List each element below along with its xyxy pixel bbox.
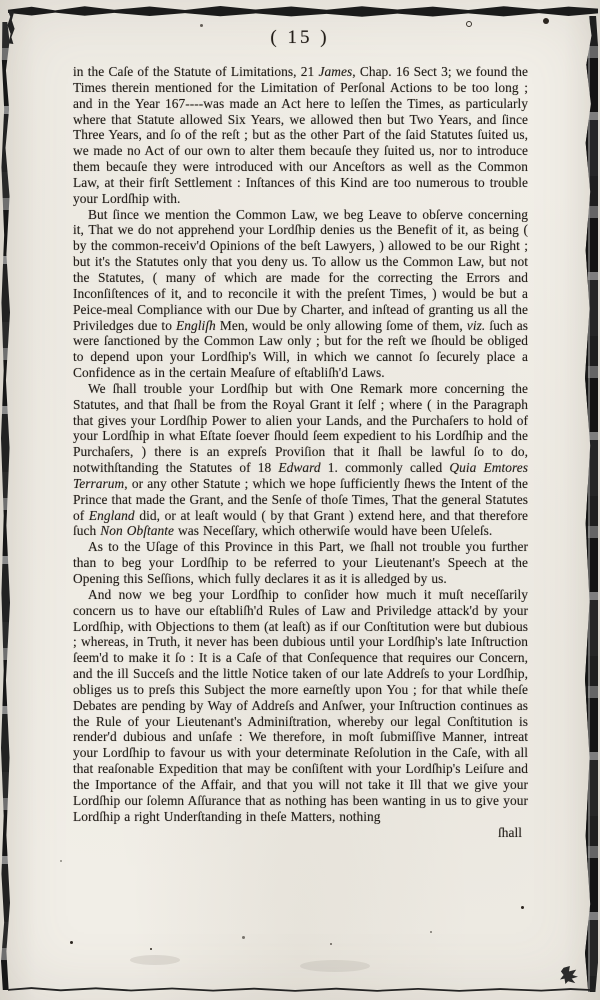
ink-speck	[330, 943, 332, 945]
ink-speck	[60, 860, 62, 862]
paragraph	[73, 587, 528, 825]
ink-speck	[200, 24, 203, 27]
italic-text-segment: England	[88, 507, 135, 523]
italic-text-segment: viz.	[466, 317, 486, 333]
scan-smudge	[300, 960, 370, 972]
text-segment: was Neceſſary, which otherwiſe would have been Uſeleſs.	[174, 523, 493, 539]
text-segment: did, or at leaſt would ( by that Grant ) extend here, and that therefore ſuch	[73, 507, 528, 539]
text-segment: 1. commonly called	[320, 460, 450, 476]
paragraph	[73, 207, 528, 381]
paragraph	[73, 381, 528, 539]
text-segment: ſuch as were ſanctioned by the Common Law only ; but for the reſt we ſhould be obliged to depend upon your Lordſhip's Will, in which we cannot ſo ſecurely place a Confidence as in the certain Meaſure of eſtabliſh'd Laws.	[73, 317, 528, 381]
text-segment: As to the Uſage of this Province in this Part, we ſhall not trouble you further than to beg your Lordſhip to be referred to your Lieutenant's Speech at the Opening this Seſſions, which fully declares it as it is alledged by us.	[73, 539, 528, 586]
scan-edge-left	[1, 22, 10, 990]
ink-speck	[242, 936, 245, 939]
italic-text-segment: Quia Emtores Terrarum	[73, 460, 529, 491]
text-segment: , Chap. 16 Sect 3; we found the Times therein mentioned for the Limitation of Perſonal Actions to be too long ; and in the Year 167----was made an Act here to leſſen the Times, as particularly where that Statute allowed Six Years, we allowed then but Two Years, and ſince Three Years, and ſo of the reſt ; but as the other Part of the ſaid Statutes ſuited us, we made no Act of our own to alter them becauſe they ſuited us, nor to introduce them becauſe they were introduced with our Anceſtors as well as the Common Law, at their firſt Settlement : Inſtances of this Kind are too numerous to trouble your Lordſhip with.	[73, 64, 529, 206]
text-segment: We ſhall trouble your Lordſhip but with One Remark more concerning the Statutes, and that ſhall be from the Royal Grant it ſelf ; where ( in the Paragraph that gives your Lordſhip Power to alien your Lands, and the Purchaſers to hold of your Lordſhip in what Eſtate ſoever ſhould ſeem expedient to his Lordſhip and the Purchaſers, ) there is an expreſs Proviſion that it ſhall be lawful ſo to do, notwithſtanding the Statutes of 18	[73, 380, 528, 476]
catchword: ſhall	[497, 824, 522, 840]
italic-text-segment: Engliſh	[176, 317, 216, 333]
scan-edge-right	[585, 16, 598, 992]
text-block	[73, 64, 528, 840]
text-segment: in the Caſe of the Statute of Limitations, 21	[73, 64, 319, 79]
paragraph	[73, 64, 528, 207]
text-segment: Men, would be only allowing ſome of them,	[215, 317, 467, 333]
ink-speck	[430, 931, 432, 933]
scan-smudge	[130, 955, 180, 965]
ink-speck	[466, 21, 472, 27]
text-segment: But ſince we mention the Common Law, we beg Leave to obſerve concerning it, That we do not apprehend your Lordſhip denies us the Benefit of it, as being ( by the common-receiv'd Opinions of the beſt Lawyers, ) allowed to be our Right ; but it's the Statutes only that you deny us. To allow us the Common Law, but not the Statutes, ( many of which are made for the correcting the Errors and Inconſiſtences of it, and to reconcile it with the preſent Times, ) would be but a Peice-meal Compliance with our Due by Charter, and inſtead of granting us all the Priviledges due to	[73, 206, 528, 333]
paragraph	[73, 539, 528, 587]
scan-edge-bottom	[8, 984, 594, 993]
italic-text-segment: James	[318, 64, 353, 79]
ink-speck	[543, 18, 549, 24]
scan-edge-top	[8, 5, 598, 17]
ink-speck	[521, 906, 524, 909]
italic-text-segment: Edward	[278, 460, 321, 476]
text-segment: And now we beg your Lordſhip to conſider how much it muſt neceſſarily concern us to have our eſtabliſh'd Rules of Law and Priviledge attack'd by your Lordſhip, with Objections to them (at leaſt) as if our Conſtitution were but dubious ; whereas, in Truth, it never has been dubious until your Lordſhip's late Inſtruction ſeem'd to make it ſo : It is a Caſe of that Conſequence that requires our Concern, and the ill Succeſs and the little Notice taken of our late Addreſs to your Lordſhip, obliges us to preſs this Subject the more earneſtly upon You ; for that while theſe Debates are pending by Way of Addreſs and Anſwer, your Inſtruction continues as the Rule of your Lieutenant's Adminiſtration, whereby our legal Conſtitution is render'd dubious and unſafe : We therefore, in moſt ſubmiſſive Manner, intreat your Lordſhip to favour us with your determinate Reſolution in the Caſe, with all that reaſonable Expedition that may be conſiſtent with your Lordſhip's Leiſure and the Importance of the Affair, and that you will not take it Ill that we give your Lordſhip our ſolemn Aſſurance that as nothing has been wanting in us to give your Lordſhip a right Underſtanding in theſe Matters, nothing	[73, 586, 528, 824]
italic-text-segment: Non Obſtante	[100, 523, 174, 539]
page-number: ( 15 )	[270, 27, 330, 48]
ink-speck	[70, 941, 73, 944]
ink-speck	[150, 948, 152, 950]
text-segment: , or any other Statute ; which we hope ſufficiently ſhews the Intent of the Prince that made the Grant, and the Senſe of thoſe Times, That the general Statutes of	[73, 475, 528, 523]
ink-scribble-bottom-right	[560, 966, 578, 984]
